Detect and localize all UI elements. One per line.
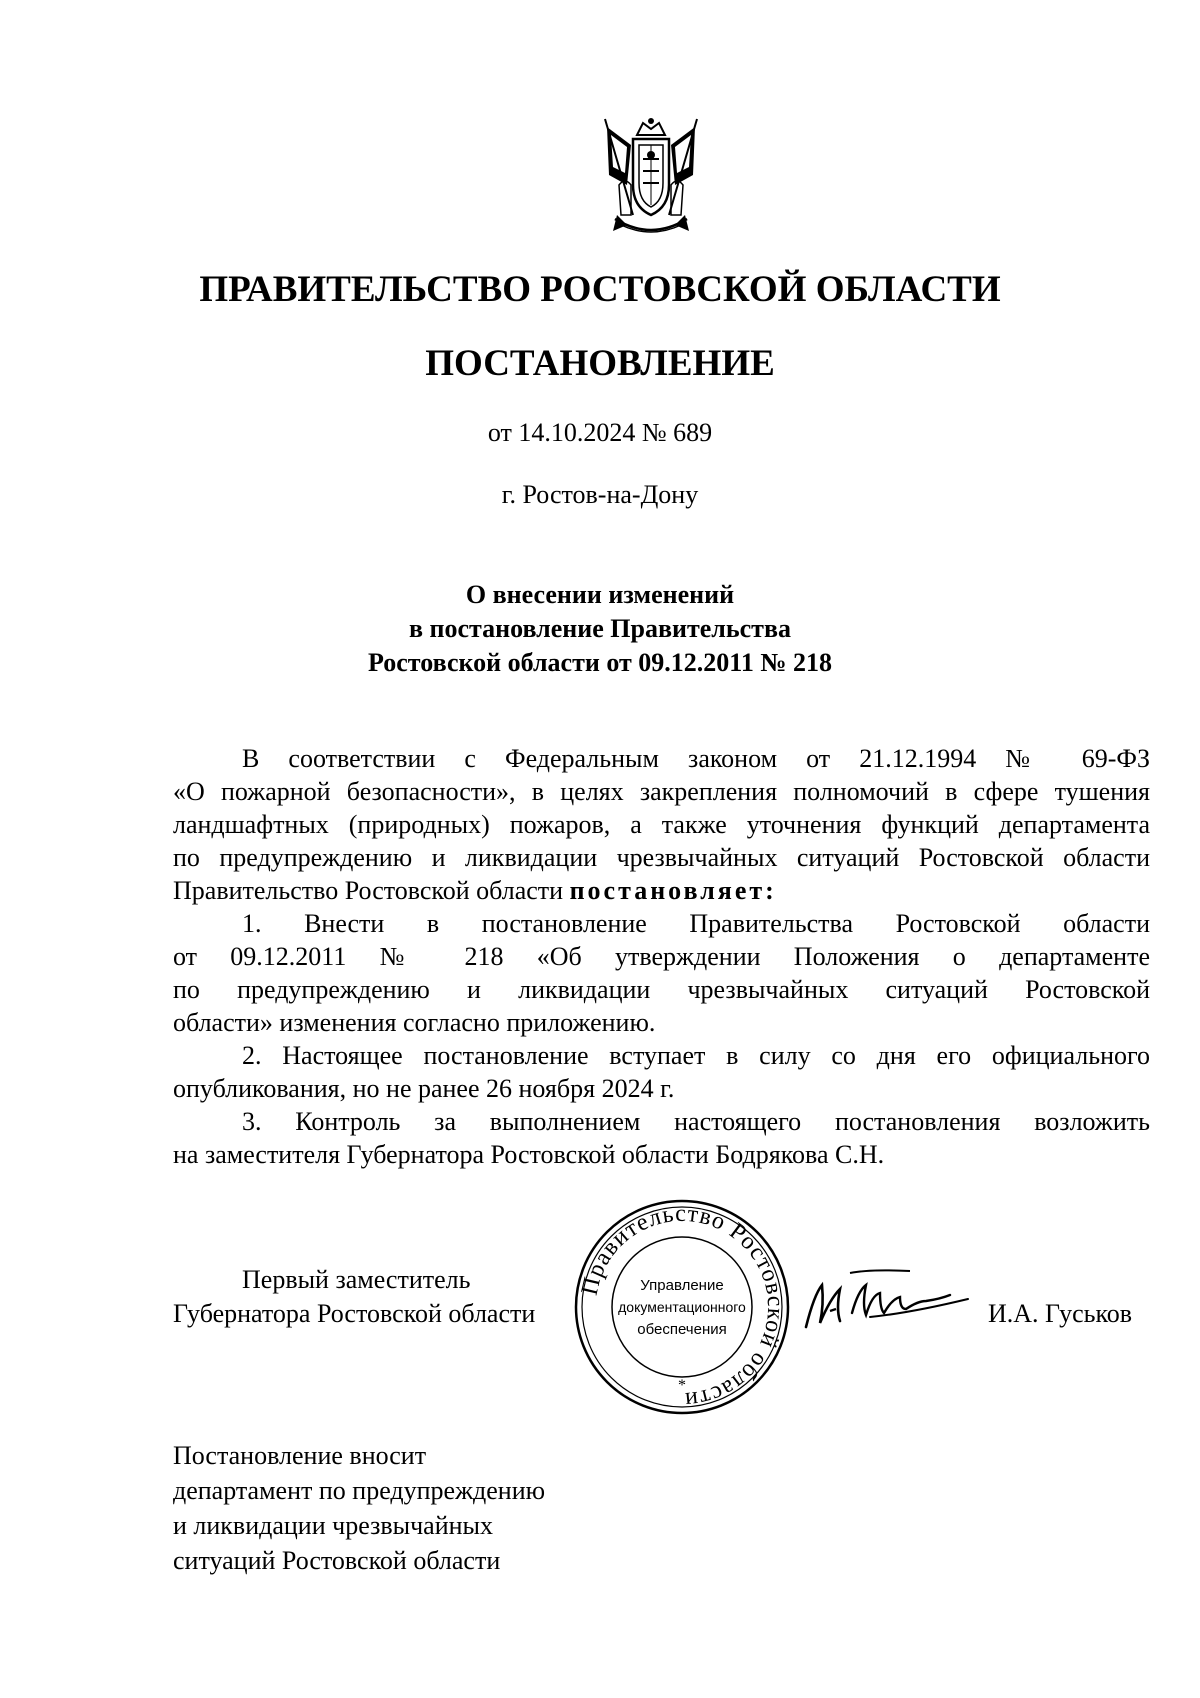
note-line: департамент по предупреждению bbox=[173, 1476, 546, 1505]
body-line: от 09.12.2011 № 218 «Об утверждении Положения о департаменте bbox=[173, 942, 1150, 971]
body-line bbox=[173, 874, 1150, 907]
body-line: 1. Внести в постановление Правительства Ростовской области bbox=[242, 909, 1150, 938]
handwritten-signature bbox=[800, 1265, 980, 1340]
body-line: по предупреждению и ликвидации чрезвычайных ситуаций Ростовской области bbox=[173, 843, 1150, 872]
body-line: области» изменения согласно приложению. bbox=[173, 1008, 656, 1037]
city-line: г. Ростов-на-Дону bbox=[501, 480, 699, 509]
signer-title-line: Губернатора Ростовской области bbox=[173, 1299, 536, 1328]
svg-text:Управление: Управление bbox=[640, 1277, 724, 1294]
svg-text:документационного: документационного bbox=[618, 1299, 746, 1315]
organization-title: ПРАВИТЕЛЬСТВО РОСТОВСКОЙ ОБЛАСТИ bbox=[199, 269, 1001, 310]
document-subject bbox=[0, 578, 1200, 680]
body-text: Правительство Ростовской области bbox=[173, 876, 570, 905]
svg-text:обеспечения: обеспечения bbox=[637, 1321, 727, 1338]
date-number-line: от 14.10.2024 № 689 bbox=[487, 418, 713, 447]
body-line: В соответствии с Федеральным законом от 21.12.1994 № 69-ФЗ bbox=[242, 744, 1150, 773]
svg-text:*: * bbox=[678, 1377, 686, 1394]
document-type: ПОСТАНОВЛЕНИЕ bbox=[425, 343, 775, 384]
svg-text:Правительство Ростовской облас: Правительство Ростовской области bbox=[576, 1200, 789, 1414]
body-line: «О пожарной безопасности», в целях закрепления полномочий в сфере тушения bbox=[173, 777, 1150, 806]
body-line: по предупреждению и ликвидации чрезвычайных ситуаций Ростовской bbox=[173, 975, 1150, 1004]
signer-title-line: Первый заместитель bbox=[242, 1265, 471, 1294]
body-line: опубликования, но не ранее 26 ноября 2024 г. bbox=[173, 1074, 675, 1103]
subject-line: в постановление Правительства bbox=[408, 614, 791, 643]
document-body bbox=[173, 742, 1150, 1171]
note-line: Постановление вносит bbox=[173, 1441, 427, 1470]
subject-line: О внесении изменений bbox=[465, 580, 735, 609]
official-stamp bbox=[573, 1198, 791, 1416]
signer-title bbox=[173, 1263, 535, 1331]
note-line: ситуаций Ростовской области bbox=[173, 1546, 501, 1575]
body-line: 2. Настоящее постановление вступает в силу со дня его официального bbox=[242, 1041, 1150, 1070]
submitter-note bbox=[173, 1438, 545, 1578]
resolves-keyword: постановляет: bbox=[569, 876, 777, 905]
body-line: 3. Контроль за выполнением настоящего постановления возложить bbox=[242, 1107, 1150, 1136]
body-line: ландшафтных (природных) пожаров, а также уточнения функций департамента bbox=[173, 810, 1150, 839]
signer-name: И.А. Гуськов bbox=[988, 1299, 1133, 1328]
note-line: и ликвидации чрезвычайных bbox=[173, 1511, 493, 1540]
body-line: на заместителя Губернатора Ростовской области Бодрякова С.Н. bbox=[173, 1140, 885, 1169]
coat-of-arms-icon bbox=[597, 115, 705, 241]
subject-line: Ростовской области от 09.12.2011 № 218 bbox=[368, 648, 832, 677]
